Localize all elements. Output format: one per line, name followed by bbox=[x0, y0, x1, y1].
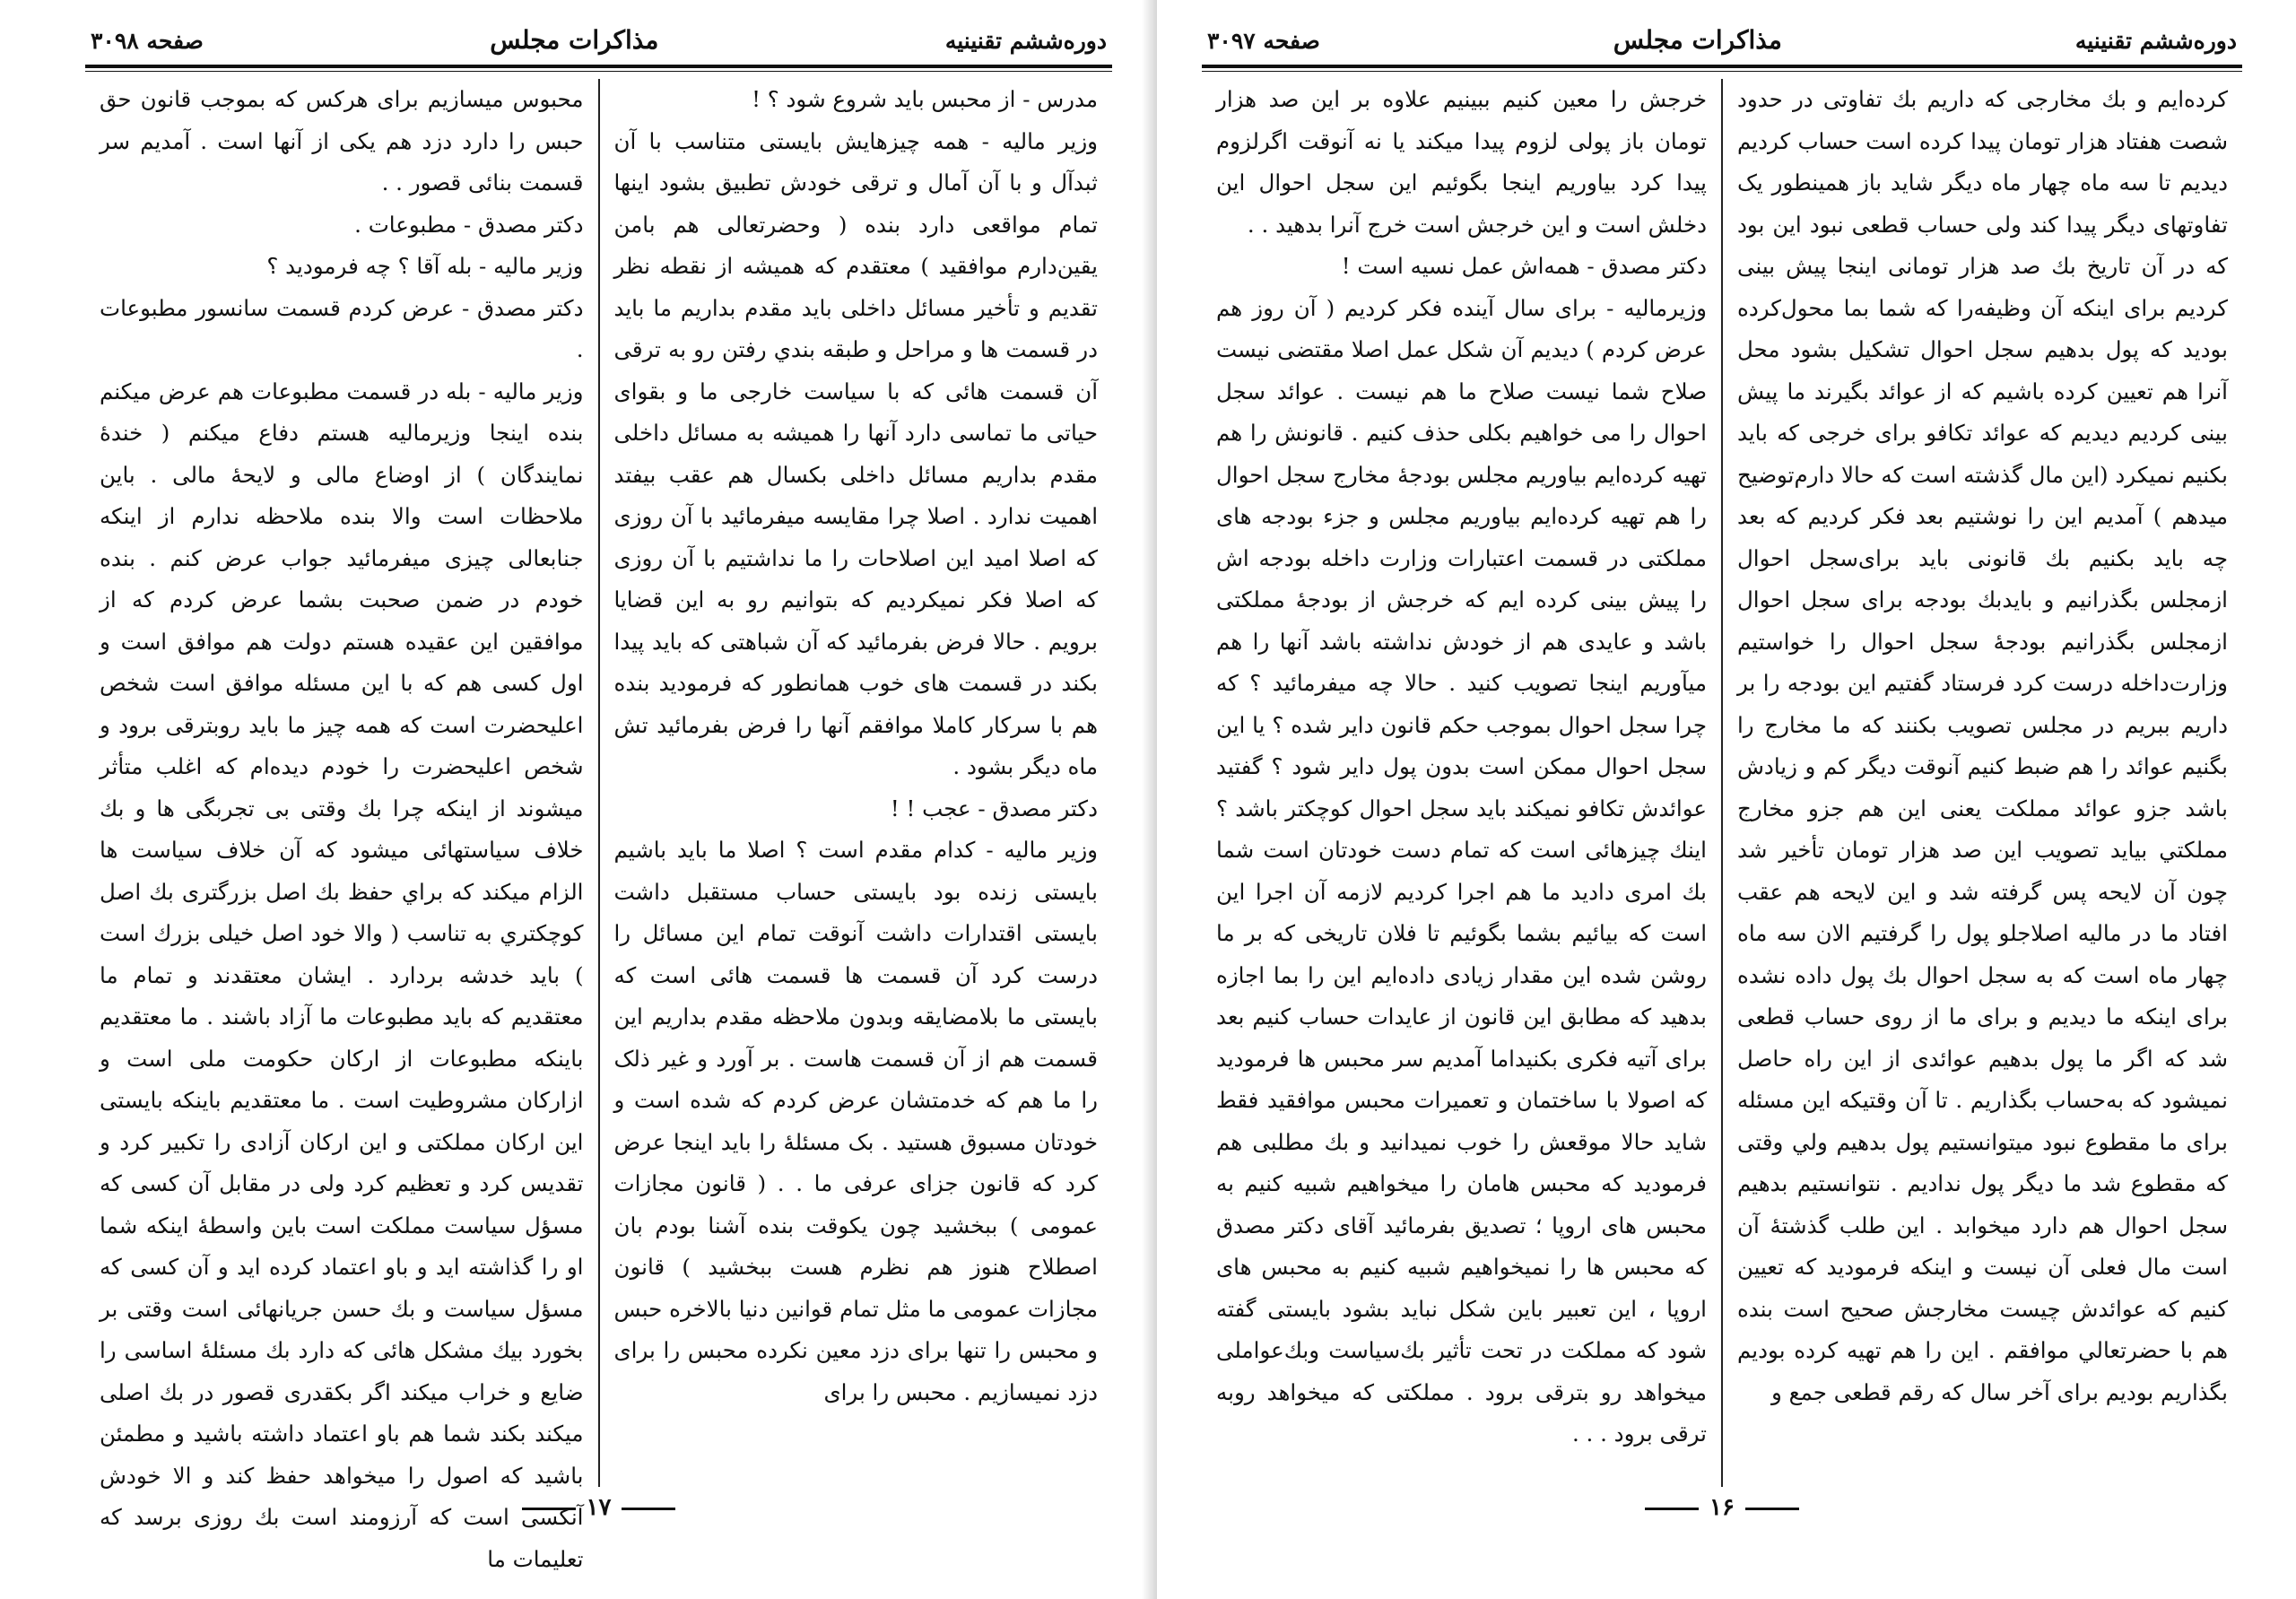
paragraph: دکتر مصدق - عرض کردم قسمت سانسور مطبوعات . bbox=[100, 294, 584, 362]
column-left bbox=[85, 79, 598, 1572]
paragraph: وزیرمالیه - برای سال آینده فکر کردیم ( آن روز هم عرض کردم ) دیدیم آن شکل عمل اصلا مقتضی نیست صلاح شما نیست صلاح ما هم نیست . عوائد سجل احوال را می خواهیم بکلی حذف کنیم . قانونش را هم تهیه کرده‌ایم بیاوریم مجلس بودجهٔ مخارج سجل احوال را هم تهیه کرده‌ایم بیاوریم مجلس و جزء بودجه های مملکتی در قسمت اعتبارات وزارت داخله بودجه اش را پیش بینی کرده ایم که خرجش از بودجهٔ مملکتی باشد و عایدی هم از خودش نداشته باشد آنها را هم میآوریم اینجا تصویب کنید . حالا چه میفرمائید ؟ که چرا سجل احوال بموجب حکم قانون دایر شده ؟ یا این سجل احوال ممکن است بدون پول دایر شود ؟ گفتید عوائدش تکافو نمیکند باید سجل احوال کوچکتر باشد ؟ اینك چیزهائی است که تمام دست خودتان است شما بك امری دادید ما هم اجرا کردیم لازمه آن اجرا این است که بیائیم بشما بگوئیم تا فلان تاریخی که بر ما روشن شده این مقدار زیادی داده‌ایم این را بما اجازه بدهید که مطابق این قانون از عایدات حساب کنیم بعد برای آتیه فکری بکنیداما آمدیم سر محبس ها فرمودید که اصولا با ساختمان و تعمیرات محبس موافقید فقط شاید حالا موقعش را خوب نمیدانید و بك مطلبی هم فرمودید که محبس هامان را میخواهیم شبیه کنیم به محبس های اروپا ؛ تصدیق بفرمائید آقای دکتر مصدق که محبس ها را نمیخواهیم شبیه کنیم به محبس های اروپا ، این تعبیر باین شکل نباید بشود بایستی گفته شود که مملکت در تحت تأثیر بك‌سیاست وبك‌عواملی میخواهد رو بترقی برود . مملکتی که میخواهد روبه ترقی برود . . . bbox=[1216, 294, 1707, 1447]
paragraph: وزیر مالیه - بله آقا ؟ چه فرمودید ؟ bbox=[266, 253, 584, 279]
header-rule-thin bbox=[1202, 71, 2242, 72]
paragraph: وزیر مالیه - کدام مقدم است ؟ اصلا ما باید باشیم بایستی زنده بود بایستی حساب مستقبل داشت بایستی اقتدارات داشت آنوقت تمام این مسائل را درست کرد آن قسمت ها قسمت هائی است که بایستی ما بلامضایقه وبدون ملاحظه مقدم بداریم این قسمت هم از آن قسمت هاست . بر آورد و غیر ذلک را ما هم که خدمتشان عرض کردم که شده است و خودتان مسبوق هستید . بک مسئلهٔ را باید اینجا عرض کرد که قانون جزای عرفی ما . . ( قانون مجازات عمومی ) ببخشید چون یکوقت بنده آشنا بودم بان اصطلاح هنوز هم نظرم هست ببخشید ) قانون مجازات عمومی ما مثل تمام قوانین دنیا بالاخره حبس و محبس را تنها برای دزد معین نکرده محبس را برای دزد نمیسازیم . محبس را برای bbox=[613, 837, 1098, 1405]
page-number-footer: ۱۷ bbox=[586, 1494, 612, 1521]
paragraph: دکتر مصدق - مطبوعات . bbox=[354, 211, 584, 238]
page-number-header: صفحه ۳۰۹۷ bbox=[1207, 28, 1320, 54]
paragraph: دکتر مصدق - همه‌اش عمل نسیه است ! bbox=[1341, 253, 1707, 279]
column-right bbox=[600, 79, 1113, 1487]
paragraph: کرده‌ایم و بك مخارجی که داریم بك تفاوتی در حدود شصت هفتاد هزار تومان پیدا کرده است حساب کردیم دیدیم تا سه ماه چهار ماه دیگر شاید باز همینطور یک تفاوتهای دیگر پیدا کند ولی حساب قطعی نبود این بود که در آن تاریخ بك صد هزار تومانی اینجا پیش بینی کردیم برای اینکه آن وظیفه‌را که شما بما محول‌کرده بودید که پول بدهیم سجل احوال تشکیل بشود محل آنرا هم تعیین کرده باشیم که از عوائد بگیرند ما پیش بینی کردیم دیدیم که عوائد تکافو برای خرجی که باید بکنیم نمیکرد (این مال گذشته است که حالا دارم‌توضیح میدهم ) آمدیم این را نوشتیم بعد فکر کردیم که بعد چه باید بکنیم بك قانونی باید برای‌سجل احوال ازمجلس بگذرانیم و بایدبك بودجه برای سجل احوال ازمجلس بگذرانیم بودجهٔ سجل احوال را خواستیم وزارت‌داخله درست کرد فرستاد گفتیم این بودجه را بر داریم ببریم در مجلس تصویب بکنند که ما مخارج را بگنیم عوائد را هم ضبط کنیم آنوقت دیگر کم و زیادش باشد جزو عوائد مملکت یعنی این هم جزو مخارج مملکتي بیاید تصویب این صد هزار تومان تأخیر شد چون آن لایحه پس گرفته شد و این لایحه هم عقب افتاد ما در مالیه اصلاجلو پول را گرفتیم الان سه ماه چهار ماه است که به سجل احوال بك پول داده نشده برای اینکه ما دیدیم و برای ما از روی حساب قطعی شد که اگر ما پول بدهیم عوائدی از این راه حاصل نمیشود که به‌حساب بگذاریم . تا آن وقتیکه این مسئله برای ما مقطوع نبود میتوانستیم پول بدهیم ولي وقتی که مقطوع شد ما دیگر پول ندادیم . نتوانستیم بدهیم سجل احوال هم دارد میخوابد . این طلب گذشتهٔ آن است مال فعلی آن نیست و اینکه فرمودید که تعیین کنیم که عوائدش چیست مخارجش صحیح است بنده هم با حضرتعالي موافقم . این را هم تهیه کرده بودیم بگذاریم بودیم برای آخر سال که رقم قطعی جمع و bbox=[1737, 86, 2228, 1405]
page-number-footer: ۱۶ bbox=[1709, 1494, 1735, 1521]
paragraph: مدرس - از محبس باید شروع شود ؟ ! bbox=[752, 86, 1098, 112]
paragraph: وزیر مالیه - همه چیزهایش بایستی متناسب با آن ثبدآل و با آن آمال و ترقی خودش تطبیق بشود اینها تمام مواقعی دارد بنده ( وحضرتعالی هم بامن یقین‌دارم موافقید ) معتقدم که همیشه از نقطه نظر تقدیم و تأخیر مسائل داخلی باید مقدم بداریم ما باید در قسمت ها و مراحل و طبقه بندي رفتن رو به ترقی آن قسمت هائی که با سیاست خارجی ما و بقوای حیاتی ما تماسی دارد آنها را همیشه به مسائل داخلی مقدم بداریم مسائل داخلی بکسال هم عقب بیفتد اهمیت ندارد . اصلا چرا مقایسه میفرمائید با آن روزی که اصلا امید این اصلاحات را ما نداشتیم با آن روزی که اصلا فکر نمیکردیم که بتوانیم رو به این قضایا برویم . حالا فرض بفرمائید که آن شباهتی که باید پیدا بکند در قسمت های خوب همانطور که فرمودید بنده هم با سرکار کاملا موافقم آنها را فرض بفرمائید تش ماه دیگر بشود . bbox=[613, 127, 1098, 779]
publication-title: مذاکرات مجلس bbox=[490, 25, 659, 55]
column-divider bbox=[1721, 79, 1723, 1487]
text-columns bbox=[1202, 79, 2242, 1487]
header-rule bbox=[85, 65, 1112, 68]
session-label: دوره‌ششم تقنینیه bbox=[944, 28, 1107, 54]
page-number-header: صفحه ۳۰۹۸ bbox=[91, 28, 204, 54]
page-header bbox=[1202, 25, 2242, 63]
page-header bbox=[85, 25, 1112, 63]
session-label: دوره‌ششم تقنینیه bbox=[2074, 28, 2237, 54]
paragraph: دکتر مصدق - عجب ! ! bbox=[890, 795, 1098, 821]
paragraph: خرجش را معین کنیم ببینیم علاوه بر این صد هزار تومان باز پولی لزوم پیدا میکند یا نه آنوقت اگرلزوم پیدا کرد بیاوریم اینجا بگوئیم این سجل احوال این دخلش است و این خرجش است خرج آنرا بدهید . . bbox=[1216, 86, 1707, 238]
column-divider bbox=[598, 79, 600, 1487]
publication-title: مذاکرات مجلس bbox=[1613, 25, 1782, 55]
column-left bbox=[1202, 79, 1721, 1487]
paragraph: وزیر مالیه - بله در قسمت مطبوعات هم عرض میکنم بنده اینجا وزیرمالیه هستم دفاع میکنم ( خندهٔ نمایندگان ) از اوضاع مالی و لایحهٔ مالی . باین ملاحظات است والا بنده ملاحظه ندارم از اینکه جنابعالی چیزی میفرمائید جواب عرض کنم . بنده خودم در ضمن صحبت بشما عرض کردم که از موافقین این عقیده هستم دولت هم موافق است و اول کسی هم که با این مسئله موافق است شخص اعلیحضرت است که همه چیز ما باید روبترقی برود و شخص اعلیحضرت را خودم دیده‌ام که اغلب متأثر میشوند از اینکه چرا بك وقتی بی تجربگی ها و بك خلاف سیاستهائی میشود که آن خلاف سیاست ها الزام میکند که براي حفظ بك اصل بزرگتری بك اصل کوچکتري به تناسب ( والا خود اصل خیلی بزرك است ) باید خدشه بردارد . ایشان معتقدند و تمام ما معتقدیم که باید مطبوعات ما آزاد باشند . ما معتقدیم باینکه مطبوعات از ارکان حکومت ملی است و ازارکان مشروطیت است . ما معتقدیم باینکه بایستی این ارکان مملکتی و این ارکان آزادی را تکبیر کرد و تقدیس کرد و تعظیم کرد ولی در مقابل آن کسی که مسؤل سیاست مملکت است باین واسطهٔ اینکه شما او را گذاشته اید و باو اعتماد کرده اید و آن کسی که مسؤل سیاست و بك حسن جریانهائی است وقتی بر بخورد بیك مشکل هائی که دارد بك مسئلهٔ اساسی را ضایع و خراب میکند اگر بکقدری قصور در بك اصلی میکند بکند شما هم باو اعتماد داشته باشید و مطمئن باشید که اصول را میخواهد حفظ کند و الا خودش آنکسی است که آرزومند است بك روزی برسد که تعلیمات ما bbox=[100, 378, 584, 1572]
paragraph: محبوس میسازیم برای هرکس که بموجب قانون حق حبس را دارد دزد هم یکی از آنها است . آمدیم سر قسمت بنائی قصور . . bbox=[100, 86, 584, 196]
right-page bbox=[1157, 0, 2296, 1599]
header-rule-thin bbox=[85, 71, 1112, 72]
column-right bbox=[1723, 79, 2242, 1487]
header-rule bbox=[1202, 65, 2242, 68]
page-footer bbox=[1202, 1494, 2242, 1521]
